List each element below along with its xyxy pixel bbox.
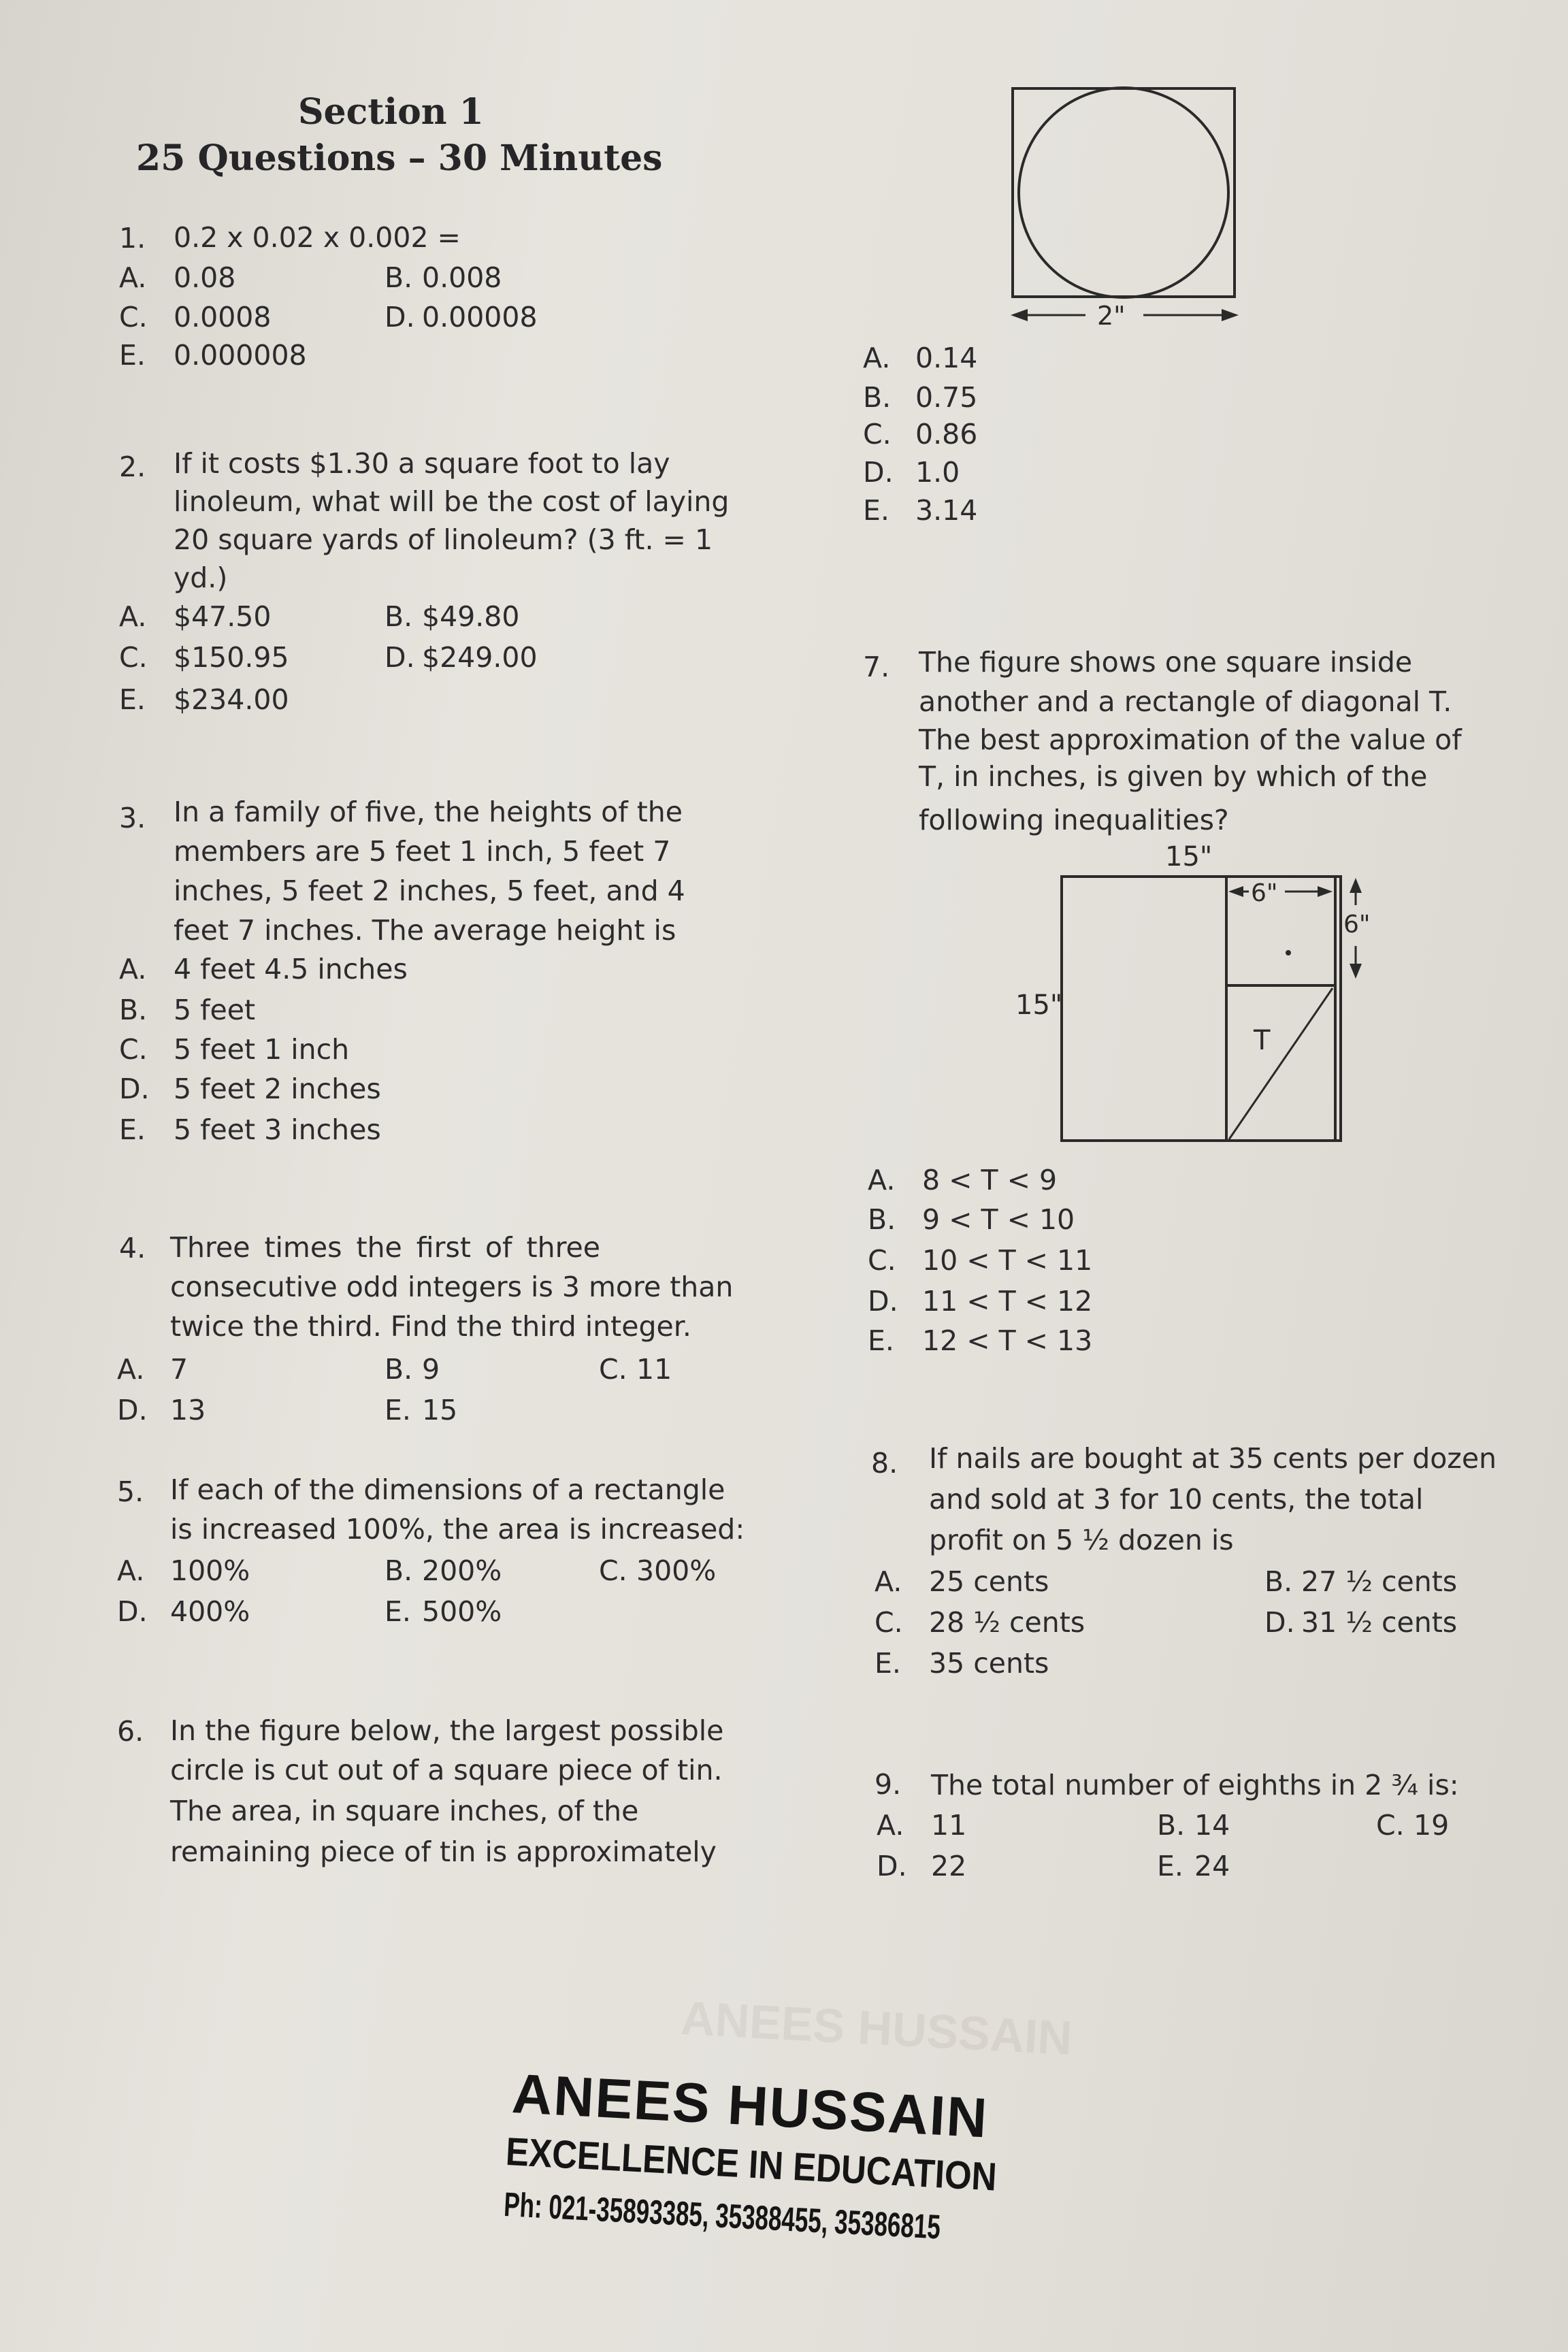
question-stem-line: Three times the first of three xyxy=(170,1231,600,1264)
option-d-text: 11 < T < 12 xyxy=(922,1285,1093,1318)
option-e-letter: E. xyxy=(119,339,146,372)
option-b-text: $49.80 xyxy=(422,600,520,633)
option-e-letter: E. xyxy=(868,1324,894,1357)
option-c-letter: C. xyxy=(599,1554,627,1587)
question-stem-line: In the figure below, the largest possible xyxy=(170,1714,724,1747)
stamp-name: ANEES HUSSAIN xyxy=(510,2062,990,2150)
option-a-text: 11 xyxy=(931,1809,967,1842)
question-stem-line: consecutive odd integers is 3 more than xyxy=(170,1271,734,1303)
option-b-letter: B. xyxy=(1157,1809,1186,1842)
stamp-phone: Ph: 021-35893385, 35388455, 35386815 xyxy=(503,2185,942,2247)
option-c-text: 0.86 xyxy=(915,418,978,451)
option-b-text: 200% xyxy=(422,1554,502,1587)
option-c-text: 28 ½ cents xyxy=(929,1606,1085,1639)
option-e-text: $234.00 xyxy=(174,683,289,716)
option-e-letter: E. xyxy=(385,1595,411,1628)
option-a-letter: A. xyxy=(875,1565,902,1598)
option-e-text: 24 xyxy=(1194,1850,1230,1882)
section-title: Section 1 xyxy=(298,91,484,133)
option-d-text: 1.0 xyxy=(915,456,960,489)
option-a-text: $47.50 xyxy=(174,600,272,633)
question-stem: 0.2 x 0.02 x 0.002 = xyxy=(174,221,461,254)
question-stem-line: feet 7 inches. The average height is xyxy=(174,914,676,947)
question-number: 6. xyxy=(117,1715,144,1748)
option-e-letter: E. xyxy=(385,1394,411,1426)
option-d-text: 5 feet 2 inches xyxy=(174,1073,381,1105)
question-stem-line: In a family of five, the heights of the xyxy=(174,796,683,828)
inner-height-label: 6" xyxy=(1343,911,1371,938)
stamp-tagline: EXCELLENCE IN EDUCATION xyxy=(504,2129,998,2200)
option-d-text: 400% xyxy=(170,1595,250,1628)
option-a-text: 0.08 xyxy=(174,261,236,294)
option-c-letter: C. xyxy=(1376,1809,1405,1842)
option-b-text: 5 feet xyxy=(174,994,256,1026)
question-stem-line: The best approximation of the value of xyxy=(919,723,1462,756)
option-d-letter: D. xyxy=(877,1850,907,1882)
option-b-letter: B. xyxy=(385,261,413,294)
option-b-text: 14 xyxy=(1194,1809,1230,1842)
option-a-letter: A. xyxy=(119,261,147,294)
option-a-letter: A. xyxy=(117,1353,145,1386)
option-c-text: 0.0008 xyxy=(174,301,272,333)
question-stem-line: another and a rectangle of diagonal T. xyxy=(919,685,1452,718)
option-a-text: 8 < T < 9 xyxy=(922,1164,1058,1196)
question-number: 3. xyxy=(119,802,146,834)
option-a-letter: A. xyxy=(868,1164,896,1196)
arrowhead-up-icon xyxy=(1350,878,1362,893)
option-e-letter: E. xyxy=(1157,1850,1183,1882)
option-b-letter: B. xyxy=(385,1554,413,1587)
option-c-letter: C. xyxy=(868,1244,896,1277)
option-e-text: 12 < T < 13 xyxy=(922,1324,1093,1357)
outer-square xyxy=(1062,877,1341,1141)
option-c-text: 300% xyxy=(636,1554,717,1587)
option-c-letter: C. xyxy=(599,1353,627,1386)
question-number: 7. xyxy=(863,651,890,683)
question-number: 8. xyxy=(871,1447,898,1480)
option-d-letter: D. xyxy=(385,641,415,674)
option-a-text: 100% xyxy=(170,1554,250,1587)
option-d-letter: D. xyxy=(385,301,415,333)
question-stem-line: following inequalities? xyxy=(919,804,1229,836)
option-b-text: 27 ½ cents xyxy=(1301,1565,1458,1598)
option-a-text: 0.14 xyxy=(915,342,978,374)
question-stem-line: If nails are bought at 35 cents per dozen xyxy=(929,1442,1497,1475)
option-e-text: 500% xyxy=(422,1595,502,1628)
option-a-letter: A. xyxy=(119,953,147,985)
option-c-letter: C. xyxy=(119,1033,148,1066)
option-d-text: $249.00 xyxy=(422,641,538,674)
option-a-text: 7 xyxy=(170,1353,189,1386)
option-a-letter: A. xyxy=(117,1554,145,1587)
arrowhead-right-icon xyxy=(1318,886,1333,897)
question-number: 1. xyxy=(119,222,146,255)
question-stem-line: inches, 5 feet 2 inches, 5 feet, and 4 xyxy=(174,875,685,907)
outer-side-label: 15" xyxy=(1015,990,1063,1021)
option-b-text: 9 < T < 10 xyxy=(922,1203,1075,1236)
option-c-letter: C. xyxy=(119,301,148,333)
question-stem-line: twice the third. Find the third integer. xyxy=(170,1310,691,1343)
question-stem-line: remaining piece of tin is approximately xyxy=(170,1835,717,1868)
question-stem-line: linoleum, what will be the cost of laying xyxy=(174,485,730,518)
option-d-text: 22 xyxy=(931,1850,967,1882)
option-b-text: 0.008 xyxy=(422,261,502,294)
option-a-letter: A. xyxy=(863,342,891,374)
option-c-letter: C. xyxy=(875,1606,903,1639)
question-stem-line: If each of the dimensions of a rectangle xyxy=(170,1473,725,1506)
option-e-letter: E. xyxy=(119,683,146,716)
inner-width-label: 6" xyxy=(1251,879,1278,907)
option-e-letter: E. xyxy=(875,1647,901,1680)
option-c-text: $150.95 xyxy=(174,641,289,674)
question-number: 5. xyxy=(117,1475,144,1508)
option-e-letter: E. xyxy=(863,494,889,527)
option-a-text: 25 cents xyxy=(929,1565,1049,1598)
question-stem-line: profit on 5 ½ dozen is xyxy=(929,1524,1234,1556)
center-dot xyxy=(1286,950,1291,956)
question-stem-line: 20 square yards of linoleum? (3 ft. = 1 xyxy=(174,523,713,556)
question-stem-line: and sold at 3 for 10 cents, the total xyxy=(929,1483,1424,1516)
diagonal-label: T xyxy=(1254,1025,1271,1056)
tin-square xyxy=(1013,88,1235,297)
arrowhead-down-icon xyxy=(1350,964,1362,979)
option-b-letter: B. xyxy=(1264,1565,1293,1598)
circle-in-square-figure xyxy=(1000,78,1259,344)
nested-squares-figure xyxy=(1007,837,1388,1157)
diagonal-t xyxy=(1229,988,1333,1139)
question-stem-line: The area, in square inches, of the xyxy=(170,1795,639,1827)
option-e-text: 35 cents xyxy=(929,1647,1049,1680)
option-b-letter: B. xyxy=(119,994,148,1026)
option-b-letter: B. xyxy=(385,1353,413,1386)
option-e-text: 5 feet 3 inches xyxy=(174,1113,381,1146)
question-stem-line: The figure shows one square inside xyxy=(919,646,1413,679)
option-c-text: 11 xyxy=(636,1353,672,1386)
option-d-text: 0.00008 xyxy=(422,301,538,333)
option-e-text: 3.14 xyxy=(915,494,978,527)
bleed-through-text: ANEES HUSSAIN xyxy=(679,1991,1074,2065)
question-stem: The total number of eighths in 2 ¾ is: xyxy=(931,1769,1459,1801)
arrowhead-right-icon xyxy=(1222,309,1239,321)
question-stem-line: members are 5 feet 1 inch, 5 feet 7 xyxy=(174,835,671,868)
option-e-text: 0.000008 xyxy=(174,339,307,372)
option-a-letter: A. xyxy=(877,1809,904,1842)
option-c-text: 10 < T < 11 xyxy=(922,1244,1093,1277)
option-d-letter: D. xyxy=(117,1595,148,1628)
option-b-letter: B. xyxy=(868,1203,896,1236)
option-c-letter: C. xyxy=(119,641,148,674)
option-d-text: 13 xyxy=(170,1394,206,1426)
option-a-letter: A. xyxy=(119,600,147,633)
option-b-letter: B. xyxy=(863,381,892,414)
arrowhead-left-icon xyxy=(1228,886,1243,897)
question-stem-line: T, in inches, is given by which of the xyxy=(919,760,1428,793)
question-stem-line: If it costs $1.30 a square foot to lay xyxy=(174,447,670,480)
option-d-letter: D. xyxy=(863,456,894,489)
question-number: 2. xyxy=(119,451,146,483)
option-d-text: 31 ½ cents xyxy=(1301,1606,1458,1639)
option-e-text: 15 xyxy=(422,1394,458,1426)
width-label: 2" xyxy=(1097,301,1126,331)
option-b-text: 0.75 xyxy=(915,381,978,414)
arrowhead-left-icon xyxy=(1011,309,1028,321)
outer-top-label: 15" xyxy=(1165,841,1213,872)
option-c-text: 5 feet 1 inch xyxy=(174,1033,350,1066)
option-d-letter: D. xyxy=(119,1073,150,1105)
question-number: 9. xyxy=(875,1768,902,1801)
option-d-letter: D. xyxy=(868,1285,898,1318)
option-c-letter: C. xyxy=(863,418,892,451)
option-e-letter: E. xyxy=(119,1113,146,1146)
question-stem-line: is increased 100%, the area is increased: xyxy=(170,1513,745,1546)
question-stem-line: yd.) xyxy=(174,561,228,594)
question-number: 4. xyxy=(119,1232,146,1264)
option-b-text: 9 xyxy=(422,1353,440,1386)
cut-circle xyxy=(1019,88,1228,297)
option-c-text: 19 xyxy=(1414,1809,1450,1842)
option-d-letter: D. xyxy=(117,1394,148,1426)
option-d-letter: D. xyxy=(1264,1606,1295,1639)
section-subtitle: 25 Questions – 30 Minutes xyxy=(136,137,663,179)
question-stem-line: circle is cut out of a square piece of tin. xyxy=(170,1754,723,1786)
option-a-text: 4 feet 4.5 inches xyxy=(174,953,408,985)
option-b-letter: B. xyxy=(385,600,413,633)
